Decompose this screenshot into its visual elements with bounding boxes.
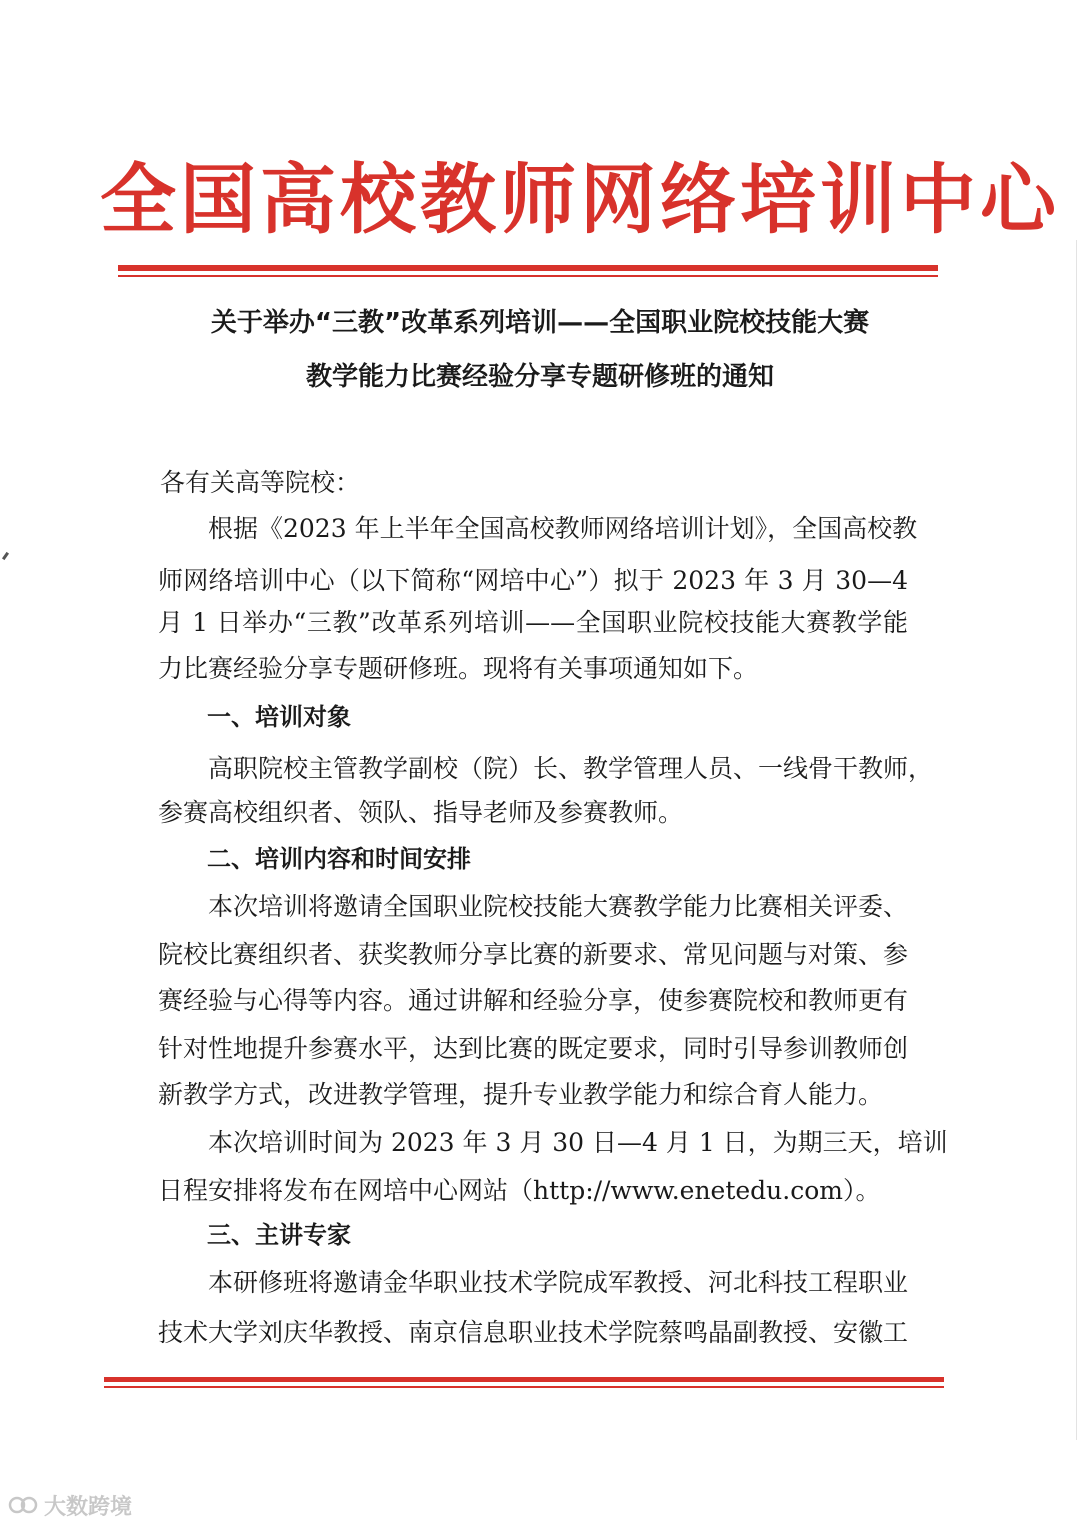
section-heading-experts: 三、主讲专家 [207, 1221, 351, 1249]
letterhead-rule-thick [118, 265, 938, 271]
content-line: 院校比赛组织者、获奖教师分享比赛的新要求、常见问题与对策、参 [158, 940, 909, 969]
experts-line: 技术大学刘庆华教授、南京信息职业技术学院蔡鸣晶副教授、安徽工 [158, 1318, 909, 1347]
footer-rule-thin [104, 1386, 944, 1388]
schedule-line: 本次培训时间为 2023 年 3 月 30 日—4 月 1 日，为期三天，培训 [208, 1128, 948, 1157]
section-heading-audience: 一、培训对象 [207, 703, 351, 731]
footer-rule-thick [104, 1377, 944, 1382]
content-line: 新教学方式，改进教学管理，提升专业教学能力和综合育人能力。 [158, 1080, 884, 1109]
content-line: 赛经验与心得等内容。通过讲解和经验分享，使参赛院校和教师更有 [158, 986, 909, 1015]
intro-line: 根据《2023 年上半年全国高校教师网络培训计划》，全国高校教 [208, 514, 918, 543]
audience-line: 参赛高校组织者、领队、指导老师及参赛教师。 [158, 798, 684, 827]
intro-line: 月 1 日举办“三教”改革系列培训——全国职业院校技能大赛教学能 [158, 608, 908, 637]
watermark-text: 大数跨境 [44, 1494, 133, 1520]
watermark-logo-icon [8, 1494, 38, 1516]
intro-line: 师网络培训中心（以下简称“网培中心”）拟于 2023 年 3 月 30—4 [158, 566, 908, 595]
intro-line: 力比赛经验分享专题研修班。现将有关事项通知如下。 [158, 654, 759, 683]
schedule-line: 日程安排将发布在网培中心网站（http://www.enetedu.com）。 [158, 1176, 881, 1205]
section-heading-content-schedule: 二、培训内容和时间安排 [207, 845, 471, 873]
letterhead-org-name: 全国高校教师网络培训中心 [100, 155, 1060, 244]
content-line: 本次培训将邀请全国职业院校技能大赛教学能力比赛相关评委、 [208, 892, 909, 921]
scan-mark [2, 552, 9, 560]
salutation: 各有关高等院校： [160, 468, 361, 497]
experts-line: 本研修班将邀请金华职业技术学院成军教授、河北科技工程职业 [208, 1268, 909, 1297]
audience-line: 高职院校主管教学副校（院）长、教学管理人员、一线骨干教师， [208, 754, 934, 783]
notice-title-line-1: 关于举办“三教”改革系列培训——全国职业院校技能大赛 [210, 308, 870, 338]
letterhead-rule-thin [118, 275, 938, 277]
content-line: 针对性地提升参赛水平，达到比赛的既定要求，同时引导参训教师创 [158, 1034, 909, 1063]
watermark [8, 1490, 132, 1520]
scan-edge [1076, 240, 1077, 1440]
notice-title-line-2: 教学能力比赛经验分享专题研修班的通知 [305, 362, 774, 392]
